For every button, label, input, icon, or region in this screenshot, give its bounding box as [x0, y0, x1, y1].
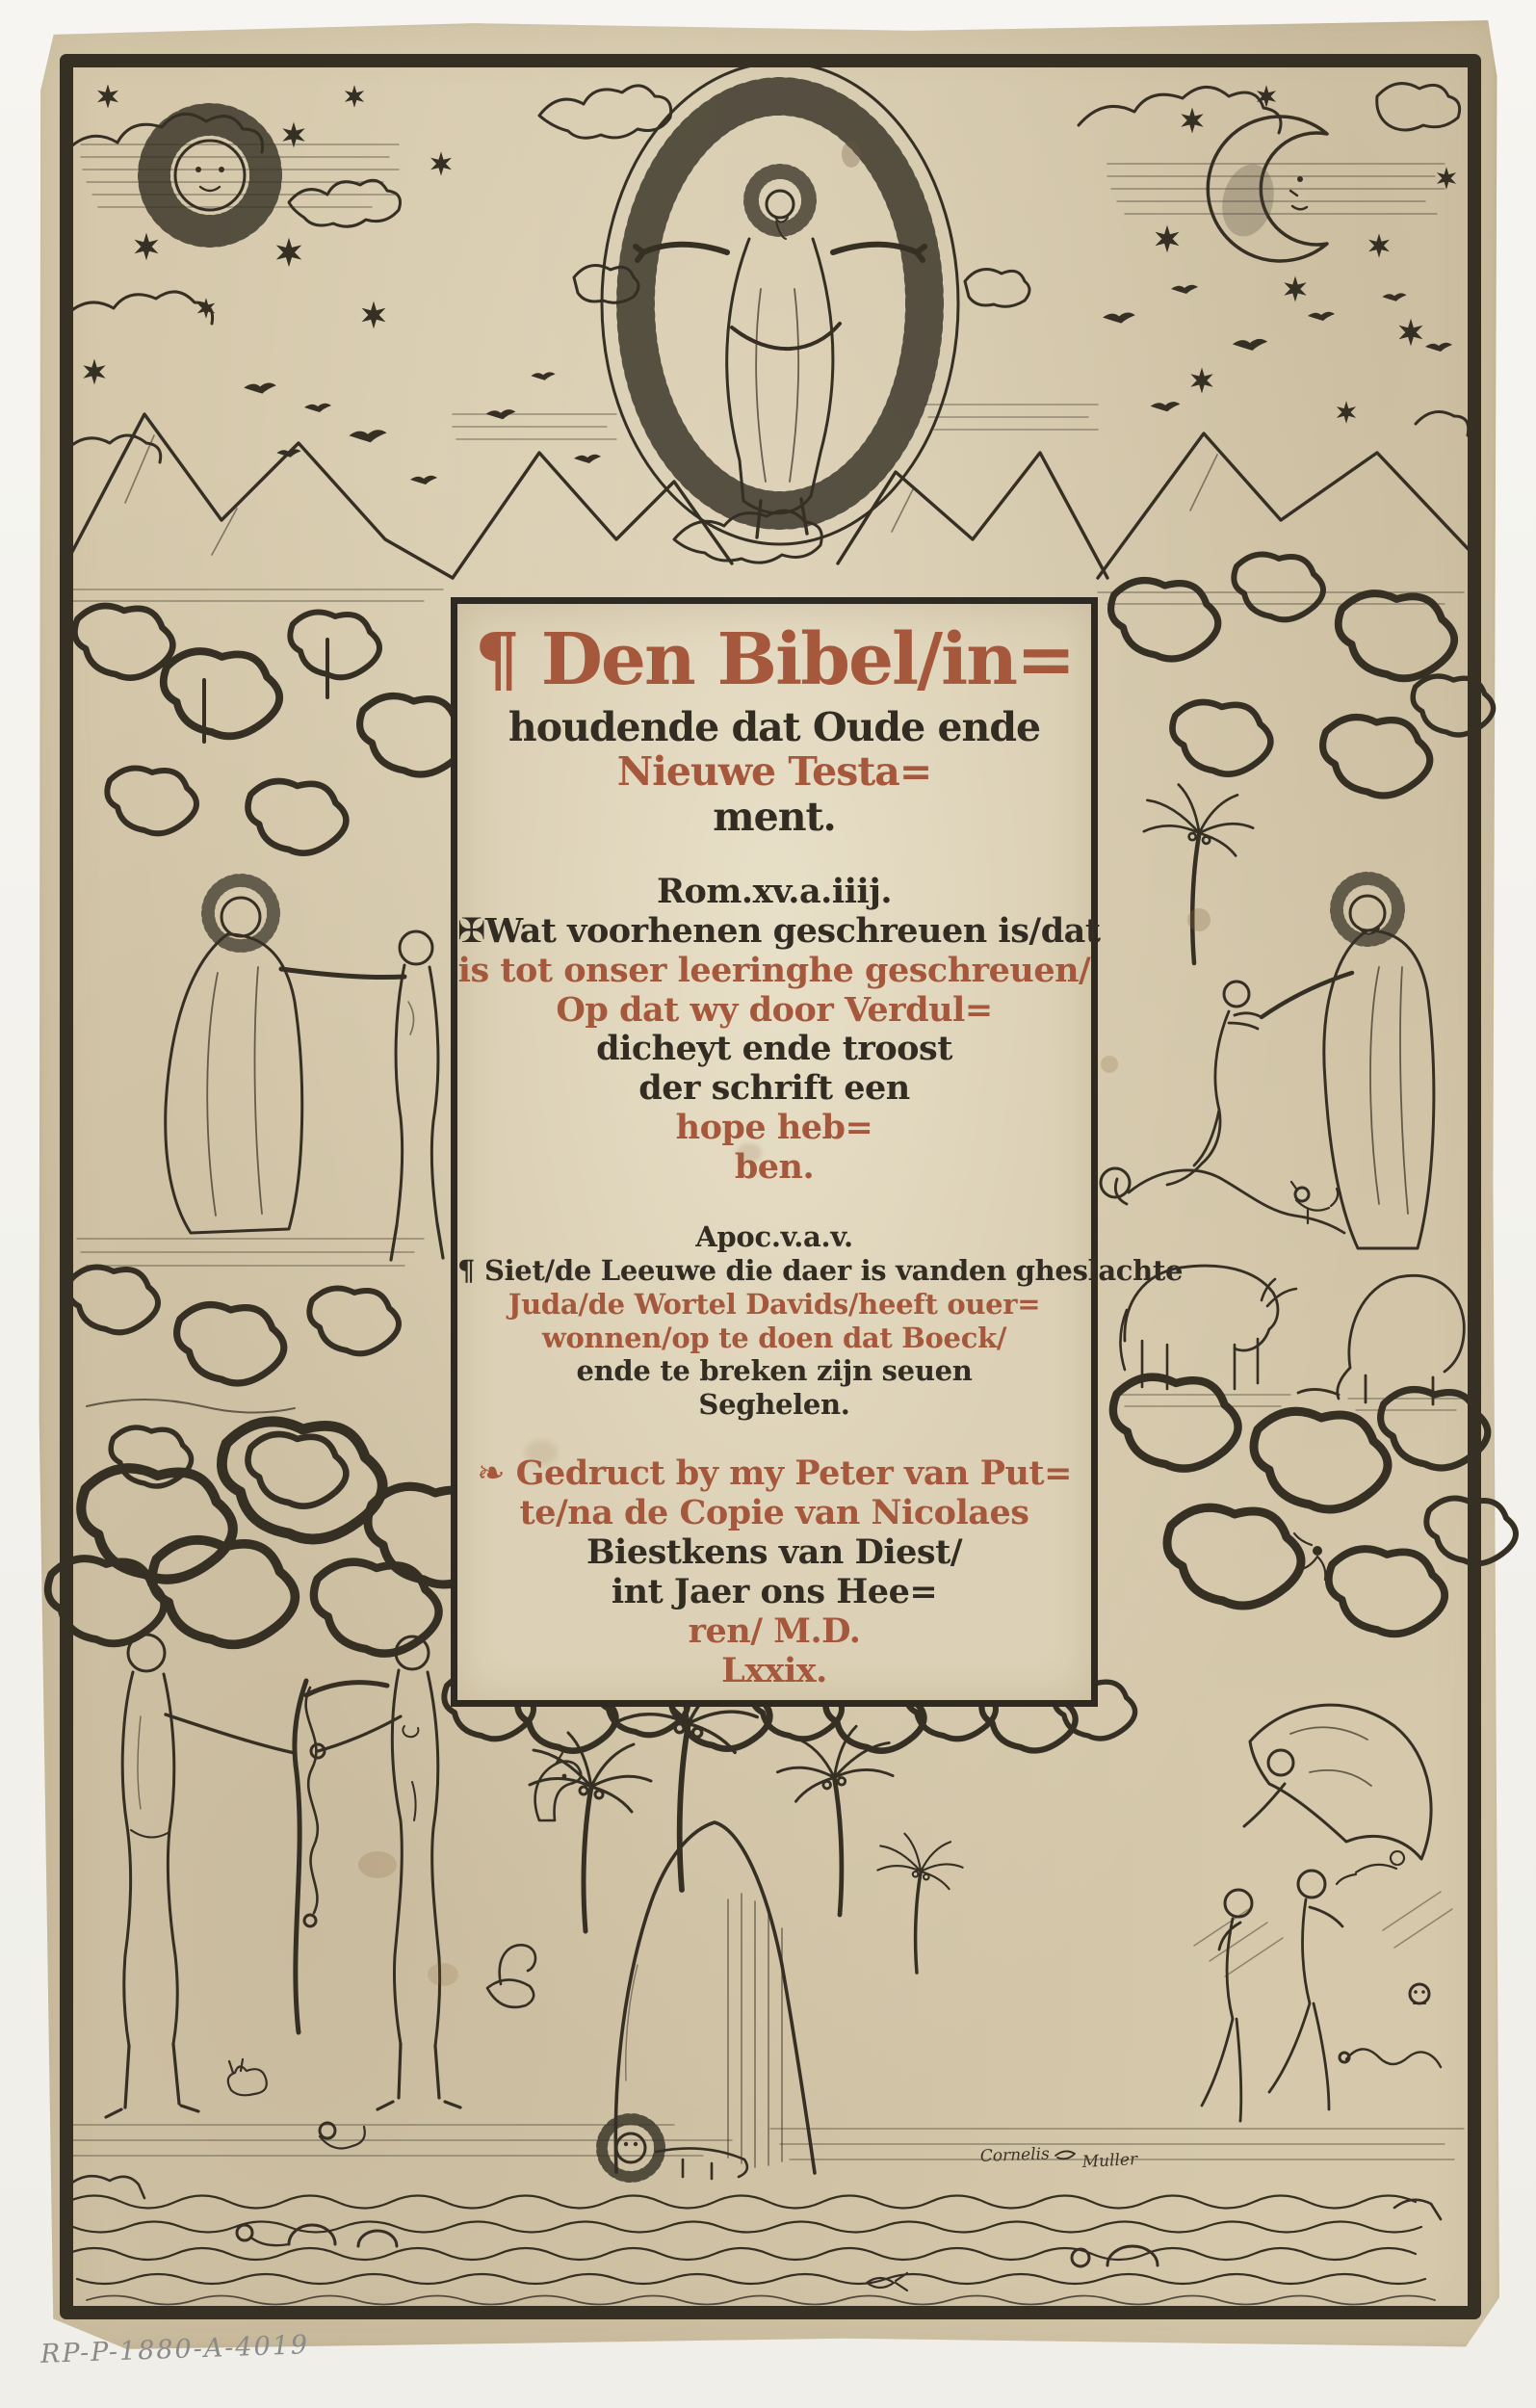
panel-text-line: Op dat wy door Verdul=	[556, 989, 993, 1030]
panel-text-line: ben.	[734, 1147, 815, 1188]
panel-text-line: Apoc.v.a.v.	[695, 1220, 853, 1254]
inventory-number-inscription: RP-P-1880-A-4019	[39, 2330, 310, 2369]
left-garden-scenes	[68, 606, 466, 1506]
sun-motif	[154, 119, 266, 231]
expulsion-scene	[1194, 1705, 1452, 2121]
panel-text-line: ende te breken zijn seuen	[576, 1354, 973, 1388]
panel-text-line: ren/ M.D.	[688, 1610, 861, 1651]
panel-text-line: Biestkens van Diest/	[586, 1531, 963, 1572]
title-line: ¶ Den Bibel/in=	[474, 618, 1075, 701]
panel-text-line: Lxxix.	[721, 1650, 827, 1690]
panel-text-line: Nieuwe Testa=	[616, 748, 932, 796]
ink-smudge	[1215, 159, 1282, 242]
water-scene	[67, 2176, 1441, 2304]
panel-text-line: der schrift een	[638, 1068, 910, 1109]
center-paradise-scene	[444, 1662, 1134, 2179]
panel-text-line: ment.	[713, 793, 836, 840]
panel-text-line: ✠Wat voorhenen geschreuen is/dat	[457, 910, 1101, 951]
panel-text-line: Rom.xv.a.iiij.	[656, 871, 893, 911]
signature-flourish	[1055, 2151, 1075, 2159]
panel-text-line: hope heb=	[675, 1108, 873, 1148]
god-in-mandorla	[602, 63, 958, 544]
signature-first-name: Cornelis	[979, 2144, 1051, 2166]
panel-text-line: houdende dat Oude ende	[508, 703, 1041, 750]
panel-text-line: te/na de Copie van Nicolaes	[519, 1492, 1029, 1532]
panel-text-line: dicheyt ende troost	[596, 1029, 952, 1069]
panel-text-line: wonnen/op te doen dat Boeck/	[541, 1321, 1007, 1354]
signature-last-name: Muller	[1081, 2150, 1138, 2172]
right-garden-scenes	[1101, 555, 1516, 1635]
panel-text-line: is tot onser leeringhe geschreuen/	[457, 950, 1091, 990]
panel-text-line: ❧ Gedruct by my Peter van Put=	[477, 1453, 1072, 1493]
panel-text-line: ¶ Siet/de Leeuwe die daer is vanden gheslachte	[457, 1254, 1184, 1287]
panel-text-line: Seghelen.	[698, 1388, 850, 1422]
text-panel	[451, 597, 1184, 1707]
birds	[244, 285, 1452, 484]
panel-text-line: Juda/de Wortel Davids/heeft ouer=	[508, 1287, 1041, 1321]
panel-text-line: int Jaer ons Hee=	[611, 1571, 938, 1611]
